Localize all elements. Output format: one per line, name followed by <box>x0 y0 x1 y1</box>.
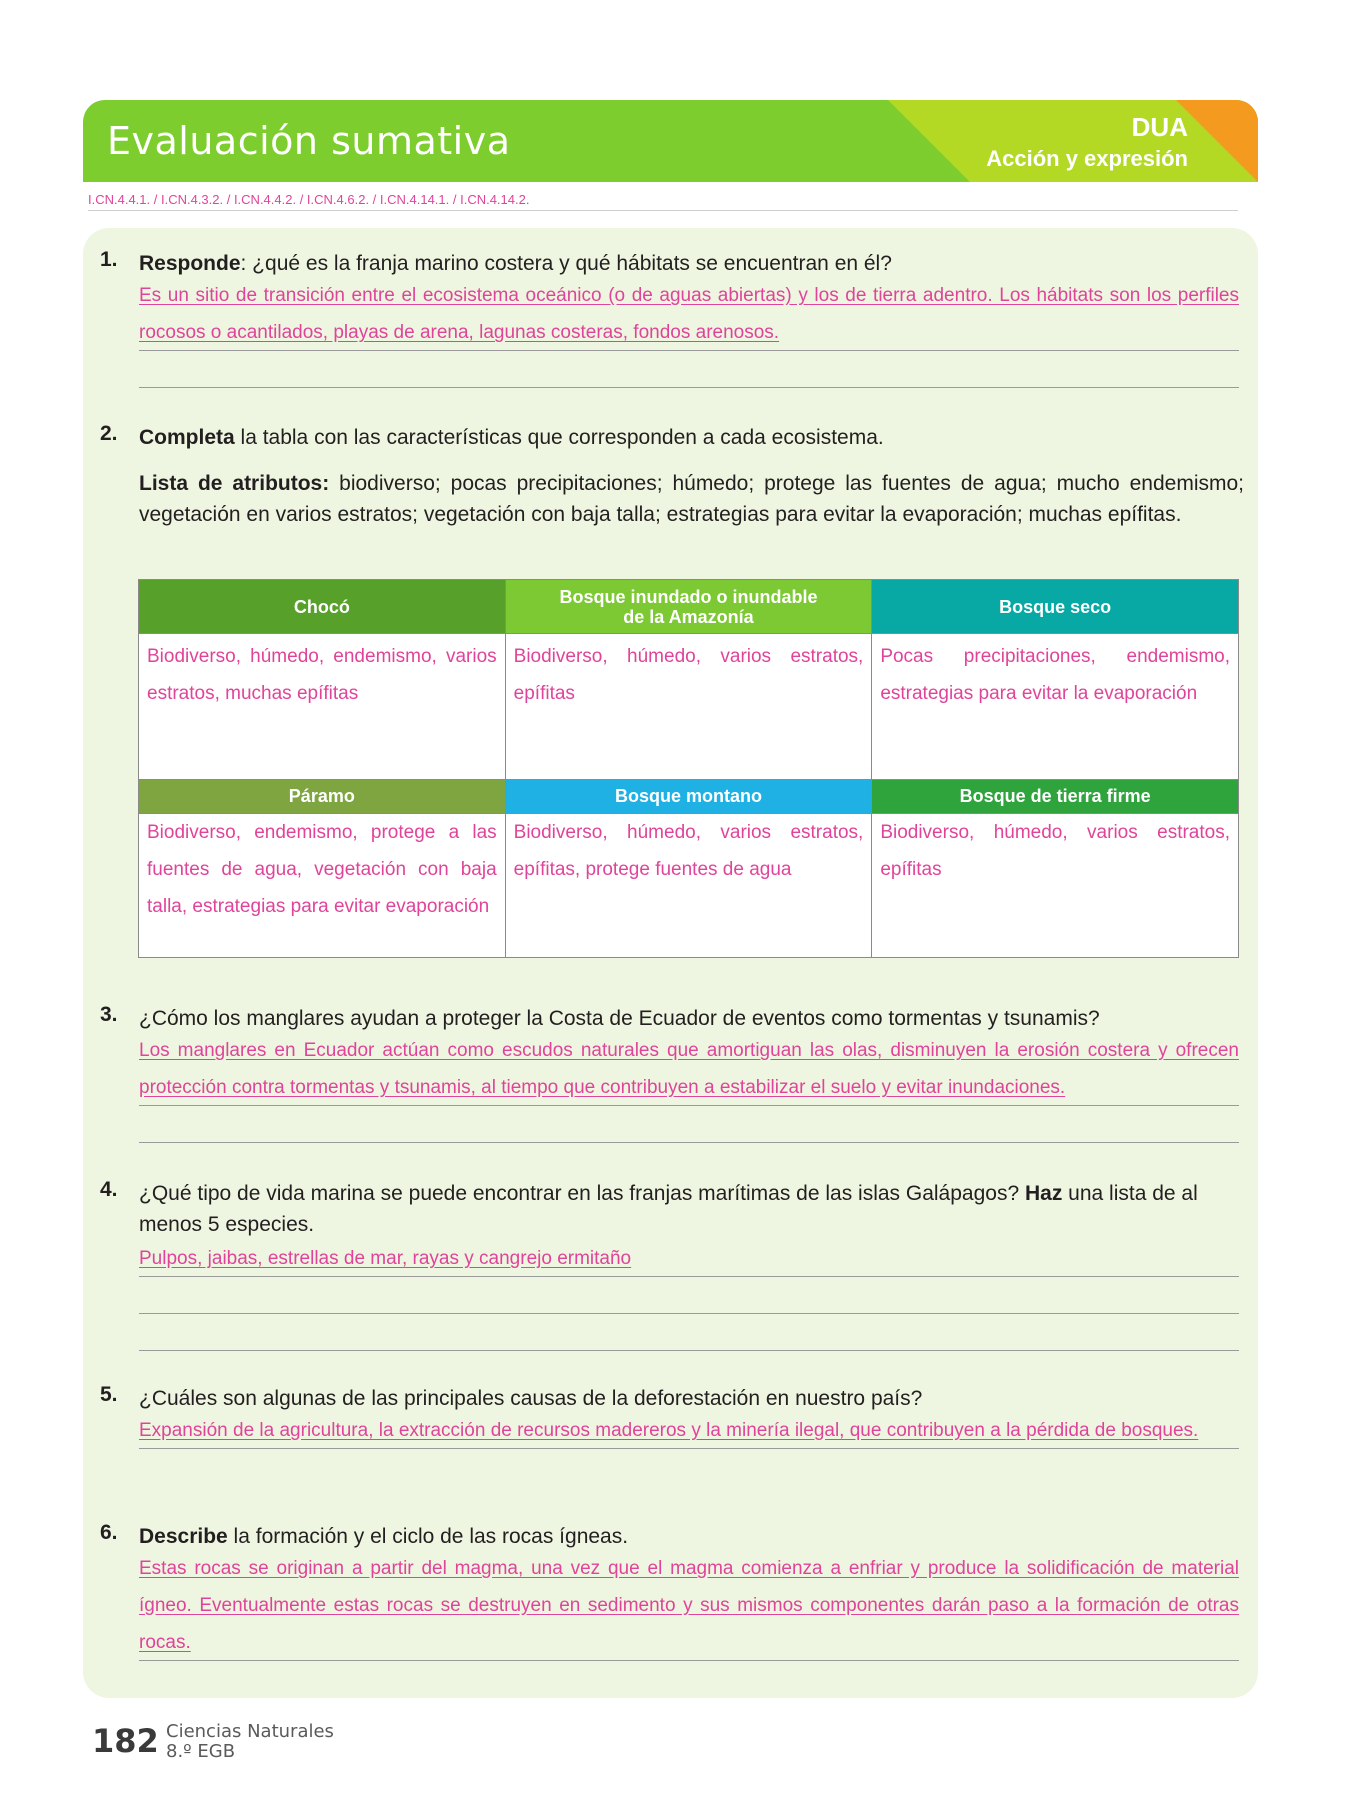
table-cell-paramo[interactable]: Biodiverso, endemismo, protege a las fuentes de agua, vegetación con baja talla, estrategias para evitar evaporación <box>139 814 506 958</box>
table-header-line: Bosque inundado o inundable <box>559 586 818 607</box>
subject-label: Ciencias Naturales <box>166 1721 334 1742</box>
answer-text[interactable]: Expansión de la agricultura, la extracción de recursos madereros y la minería ilegal, que contribuyen a la pérdida de bosques. <box>139 1420 1199 1441</box>
table-cell-bosque-inundado[interactable]: Biodiverso, húmedo, varios estratos, epífitas <box>505 634 872 780</box>
answer-line <box>139 1660 1239 1661</box>
question-number: 3. <box>100 1003 118 1026</box>
question-number: 5. <box>100 1383 118 1406</box>
dua-subtitle: Acción y expresión <box>986 146 1188 171</box>
table-cell-bosque-montano[interactable]: Biodiverso, húmedo, varios estratos, epífitas, protege fuentes de agua <box>505 814 872 958</box>
question-6 <box>100 1521 1250 1661</box>
answer-text[interactable]: Pulpos, jaibas, estrellas de mar, rayas y cangrejo ermitaño <box>139 1248 632 1269</box>
table-header-bosque-inundado <box>505 580 872 634</box>
question-text: ¿Qué tipo de vida marina se puede encontrar en las franjas marítimas de las islas Galápagos? <box>139 1182 1025 1205</box>
answer-text[interactable]: Estas rocas se originan a partir del magma, una vez que el magma comienza a enfriar y produce la solidificación de material ígneo. Eventualmente estas rocas se destruyen en sedimento y sus mismos componentes darán paso a la formación de otras rocas. <box>139 1558 1239 1653</box>
question-verb: Completa <box>139 426 235 449</box>
question-text: la tabla con las características que corresponden a cada ecosistema. <box>234 426 884 449</box>
table-cell-choco[interactable]: Biodiverso, húmedo, endemismo, varios estratos, muchas epífitas <box>139 634 506 780</box>
dua-label: DUA <box>1131 112 1188 142</box>
question-verb: Haz <box>1024 1182 1063 1205</box>
answer-text[interactable]: Los manglares en Ecuador actúan como escudos naturales que amortiguan las olas, disminuyen la erosión costera y ofrecen protección contra tormentas y tsunamis, al tiempo que contribuyen a estabilizar el suelo y evitar inundaciones. <box>139 1040 1239 1098</box>
table-header-choco: Chocó <box>139 580 506 634</box>
table-cell-bosque-seco[interactable]: Pocas precipitaciones, endemismo, estrategias para evitar la evaporación <box>872 634 1239 780</box>
question-verb: Responde <box>139 252 241 275</box>
section-header <box>83 100 1258 182</box>
answer-line <box>139 351 1239 388</box>
question-text: : ¿qué es la franja marino costera y qué hábitats se encuentran en él? <box>240 252 892 275</box>
grade-label: 8.º EGB <box>166 1741 236 1762</box>
table-cell-bosque-tierra-firme[interactable]: Biodiverso, húmedo, varios estratos, epífitas <box>872 814 1239 958</box>
question-text: ¿Cuáles son algunas de las principales causas de la deforestación en nuestro país? <box>139 1387 923 1410</box>
answer-line <box>139 1314 1239 1351</box>
table-header-paramo: Páramo <box>139 780 506 814</box>
question-number: 6. <box>100 1521 118 1544</box>
question-number: 4. <box>100 1178 118 1201</box>
evaluation-indicators: I.CN.4.4.1. / I.CN.4.3.2. / I.CN.4.4.2. / I.CN.4.6.2. / I.CN.4.14.1. / I.CN.4.14.2. <box>88 192 1238 211</box>
question-number: 1. <box>100 248 118 271</box>
page-number: 182 <box>92 1722 159 1760</box>
question-text: la formación y el ciclo de las rocas ígneas. <box>227 1525 629 1548</box>
table-header-bosque-montano: Bosque montano <box>505 780 872 814</box>
attribute-list-label: Lista de atributos: <box>139 472 330 495</box>
table-header-bosque-seco: Bosque seco <box>872 580 1239 634</box>
question-1 <box>100 248 1250 388</box>
question-4 <box>100 1178 1250 1351</box>
question-text: ¿Cómo los manglares ayudan a proteger la Costa de Ecuador de eventos como tormentas y tsunamis? <box>139 1007 1100 1030</box>
attribute-list-text: biodiverso; pocas precipitaciones; húmedo; protege las fuentes de agua; mucho endemismo; vegetación en varios estratos; vegetación con baja talla; estrategias para evitar la evaporación; muchas epífitas. <box>139 472 1244 526</box>
question-2 <box>100 422 1250 530</box>
ecosystem-table <box>138 579 1239 958</box>
answer-line <box>139 1277 1239 1314</box>
answer-text[interactable]: Es un sitio de transición entre el ecosistema oceánico (o de aguas abiertas) y los de tierra adentro. Los hábitats son los perfiles rocosos o acantilados, playas de arena, lagunas costeras, fondos arenosos. <box>139 285 1239 343</box>
question-verb: Describe <box>139 1525 228 1548</box>
question-5 <box>100 1383 1250 1449</box>
table-header-bosque-tierra-firme: Bosque de tierra firme <box>872 780 1239 814</box>
question-number: 2. <box>100 422 118 445</box>
answer-line <box>139 1106 1239 1143</box>
page-footer <box>166 1722 334 1762</box>
question-text-end: una lista de al menos 5 especies. <box>139 1182 1198 1236</box>
question-3 <box>100 1003 1250 1143</box>
table-header-line: de la Amazonía <box>623 606 754 627</box>
section-title: Evaluación sumativa <box>107 119 511 163</box>
